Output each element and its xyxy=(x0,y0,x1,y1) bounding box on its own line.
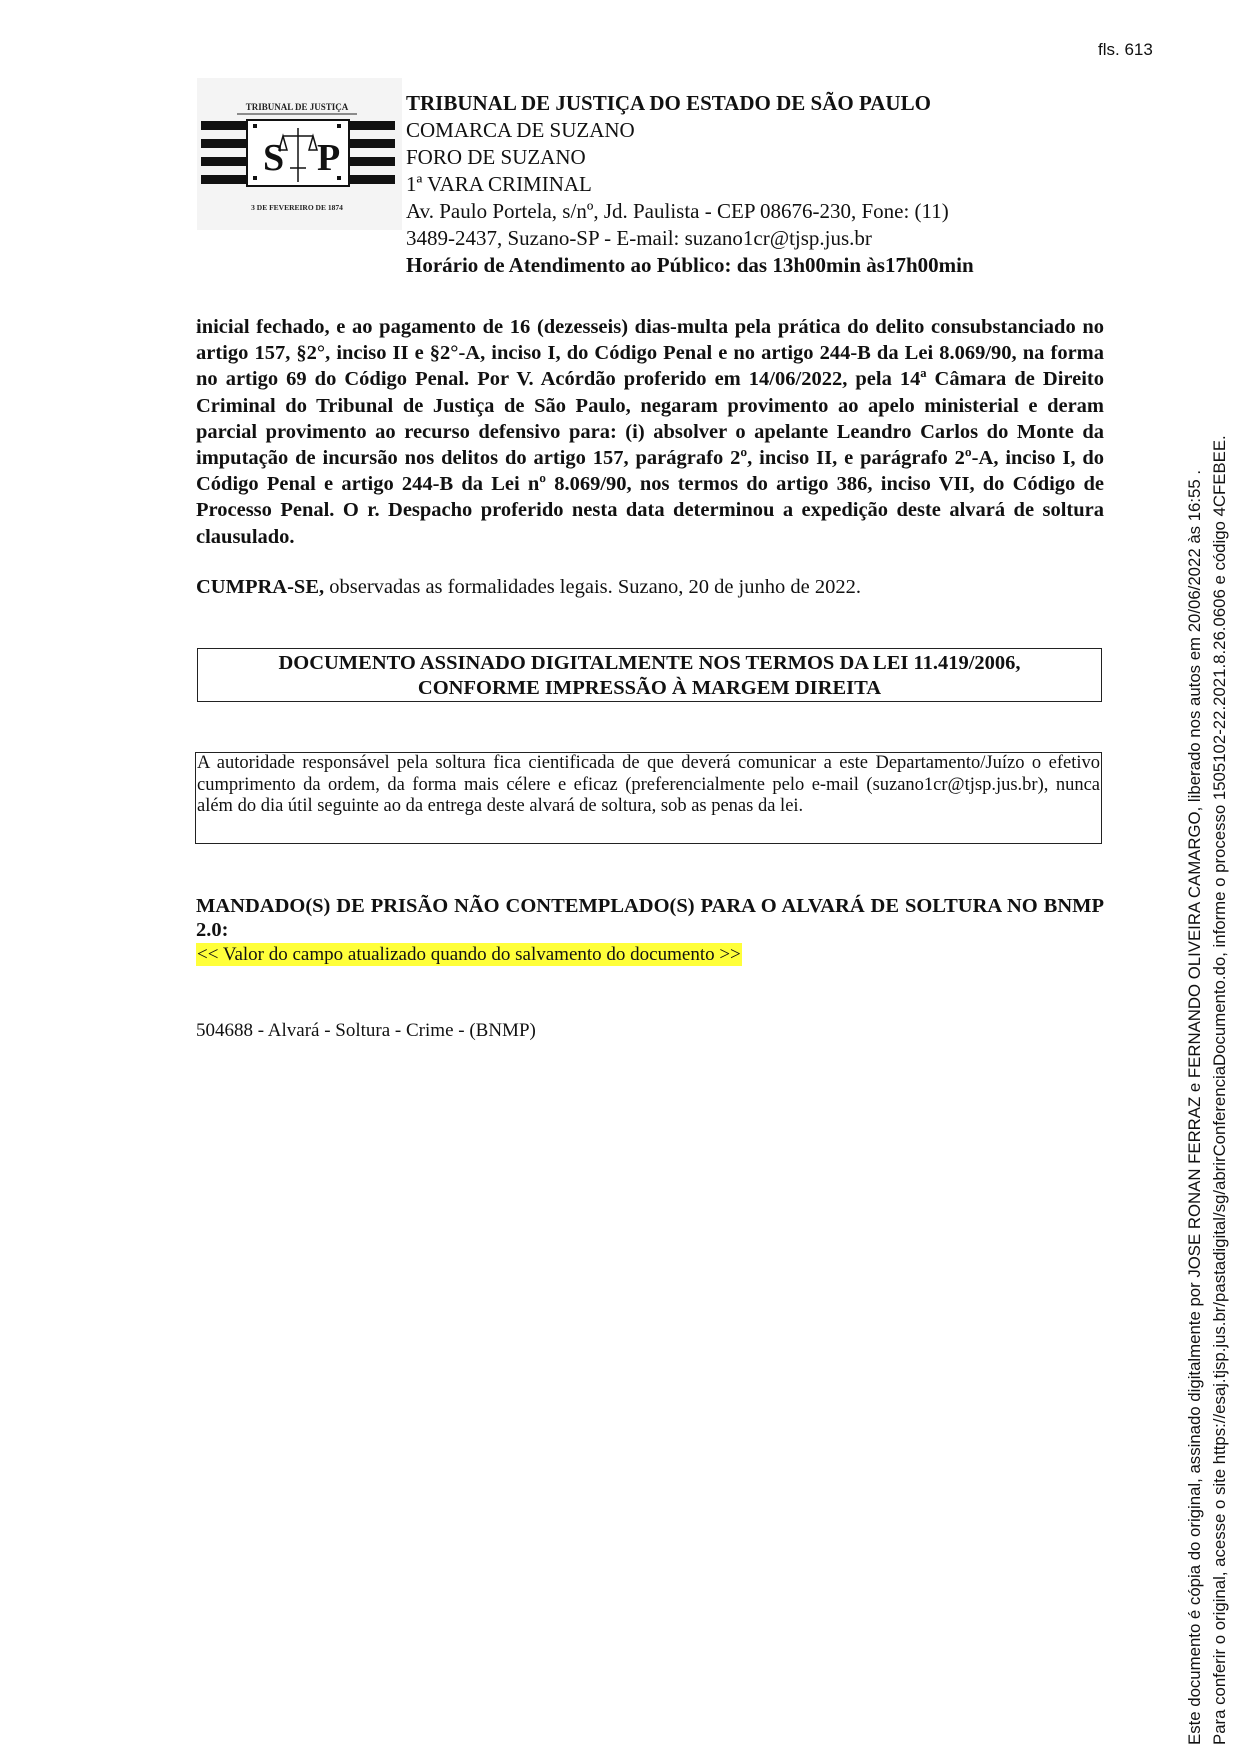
margin-stamp-line-2: Para conferir o original, acesse o site https://esaj.tjsp.jus.br/pastadigital/sg/abrirConferenciaDocumento.do, informe o processo 1505102-22.2021.8.26.0606 e código 4CFEBEE. xyxy=(1210,435,1229,1745)
logo-letter-right: P xyxy=(317,137,341,179)
foro: FORO DE SUZANO xyxy=(406,145,586,169)
closing-rest: observadas as formalidades legais. Suzano, 20 de junho de 2022. xyxy=(324,576,861,598)
closing-line xyxy=(196,576,1104,599)
court-logo xyxy=(197,78,402,230)
opening-hours: Horário de Atendimento ao Público: das 13h00min às17h00min xyxy=(406,253,974,277)
logo-top-text: TRIBUNAL DE JUSTIÇA xyxy=(245,102,349,112)
body-paragraph: inicial fechado, e ao pagamento de 16 (dezesseis) dias-multa pela prática do delito consubstanciado no artigo 157, §2°, inciso II e §2°-A, inciso I, do Código Penal e no artigo 244-B da Lei 8.069/90, na forma no artigo 69 do Código Penal. Por V. Acórdão proferido em 14/06/2022, pela 14ª Câmara de Direito Criminal do Tribunal de Justiça de São Paulo, negaram provimento ao apelo ministerial e deram parcial provimento ao recurso defensivo para: (i) absolver o apelante Leandro Carlos do Monte da imputação de incursão nos delitos do artigo 157, parágrafo 2º, inciso II, e parágrafo 2º-A, inciso I, do Código Penal e artigo 244-B da Lei nº 8.069/90, nos termos do artigo 386, inciso VII, do Código de Processo Penal. O r. Despacho proferido nesta data determinou a expedição deste alvará de soltura clausulado. xyxy=(196,316,1104,548)
digital-signature-notice xyxy=(197,648,1102,702)
page-number: fls. 613 xyxy=(1098,40,1153,59)
logo-letter-left: S xyxy=(263,137,285,179)
authority-notice: A autoridade responsável pela soltura fica cientificada de que deverá comunicar a este Departamento/Juízo o efetivo cumprimento da ordem, da forma mais célere e eficaz (preferencialmente pelo e-mail (suzano1cr@tjsp.jus.br), nunca além do dia útil seguinte ao da entrega deste alvará de soltura, sob as penas da lei. xyxy=(195,752,1102,844)
court-header xyxy=(406,90,1106,279)
address-line-1: Av. Paulo Portela, s/nº, Jd. Paulista - CEP 08676-230, Fone: (11) xyxy=(406,199,949,223)
address-line-2: 3489-2437, Suzano-SP - E-mail: suzano1cr@tjsp.jus.br xyxy=(406,226,872,250)
vara: 1ª VARA CRIMINAL xyxy=(406,172,592,196)
margin-signature-stamp xyxy=(1182,275,1232,1745)
signed-line-2: CONFORME IMPRESSÃO À MARGEM DIREITA xyxy=(417,677,882,699)
signed-line-1: DOCUMENTO ASSINADO DIGITALMENTE NOS TERMOS DA LEI 11.419/2006, xyxy=(278,652,1021,674)
document-code: 504688 - Alvará - Soltura - Crime - (BNMP) xyxy=(196,1020,536,1041)
court-name: TRIBUNAL DE JUSTIÇA DO ESTADO DE SÃO PAULO xyxy=(406,91,931,115)
mandados-heading: MANDADO(S) DE PRISÃO NÃO CONTEMPLADO(S) PARA O ALVARÁ DE SOLTURA NO BNMP 2.0: xyxy=(196,895,1104,941)
field-placeholder: << Valor do campo atualizado quando do salvamento do documento >> xyxy=(197,944,741,965)
comarca: COMARCA DE SUZANO xyxy=(406,118,635,142)
closing-lead: CUMPRA-SE, xyxy=(196,576,325,598)
margin-stamp-line-1: Este documento é cópia do original, assinado digitalmente por JOSE RONAN FERRAZ e FERNANDO OLIVEIRA CAMARGO, liberado nos autos em 20/06/2022 às 16:55 . xyxy=(1185,469,1204,1745)
logo-bottom-text: 3 DE FEVEREIRO DE 1874 xyxy=(251,203,343,212)
